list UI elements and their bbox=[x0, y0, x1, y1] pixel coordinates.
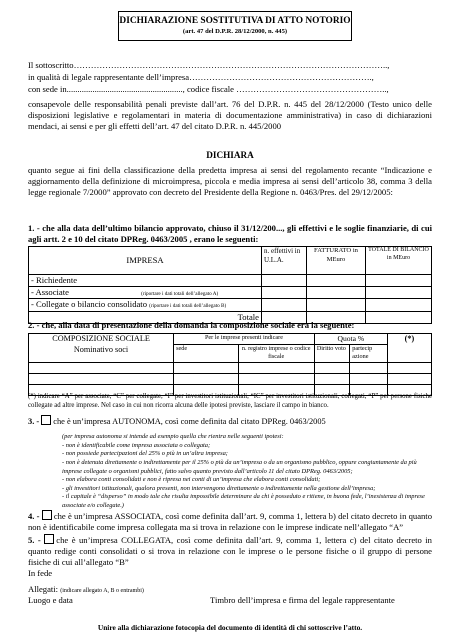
declare-heading: DICHIARA bbox=[206, 150, 254, 160]
sub-diritto-voto: Diritto voto bbox=[314, 344, 349, 362]
star-note: (*) indicare “A” per associate, “C” per collegate, “I” per investitori istituzionali, “IC” per investitori istituzionali, collegati, “P” per persone fisiche collegate ad altre imprese. Nel caso in cui non ricorra alcuna delle ipotesi previste, lasciare il campo in bianco. bbox=[28, 393, 432, 410]
point-1-text: 1. - che alla data dell’ultimo bilancio approvato, chiuso il 31/12/200..., gli effettivi e le soglie finanziarie, di cui agli artt. 2 e 10 del citato DPReg. 0463/2005 , erano le seguenti: bbox=[28, 223, 432, 245]
signatory-line[interactable]: Il sottoscritto……………………………………………………………………………………………….., bbox=[28, 60, 390, 70]
row-label: - Associate (riportare i dati totali dell’allegato A) bbox=[29, 287, 262, 299]
awareness-paragraph: consapevole delle responsabilità penali previste dall’art. 76 del D.P.R. n. 445 del 28/12/2000 (Testo unico delle disposizioni legislative e regolamentari in materia di documentazione amministrativa) in caso di dichiarazioni mendaci, ai sensi e per gli effetti dell’art. 47 del citato D.P.R. n. 445/2000 bbox=[28, 99, 432, 132]
point-5: 5. - che è un’impresa COLLEGATA, così come definita dall’art. 9, comma 1, lettera c) del citato decreto in quanto redige conti consolidati o si trova in relazione con le imprese o le persone fisiche o il gruppo di persone fisiche di cui all’allegato “B” bbox=[28, 535, 432, 568]
col-fatturato: FATTURATO in MEuro bbox=[307, 247, 366, 275]
col-type-star: (*) bbox=[387, 334, 431, 363]
seat-fiscal-code-line[interactable]: con sede in......................................................, codice fiscale …………………………………………….., bbox=[28, 84, 389, 94]
cell-effettivi[interactable] bbox=[262, 275, 307, 287]
purpose-paragraph: quanto segue ai fini della classificazione della predetta impresa ai sensi del regolamento recante “Indicazione e aggiornamento della definizione di microimpresa, piccola e media impresa ai sensi dell’articolo 38, comma 3 della legge regionale 7/2000” approvato con decreto del Presidente della Regione n. 0463/Pres. del 29/12/2005: bbox=[28, 165, 432, 198]
associata-checkbox[interactable] bbox=[42, 510, 52, 520]
autonoma-note: (per impresa autonoma si intende ad esempio quella che rientra nelle seguenti ipotesi: - non è identificabile come impresa associata o collegata; - non possiede partecipazioni del 25% o più in un’altra impresa; - non è detenuta direttamente o indirettamente per il 25% o più da un’impresa o da un organismo pubblico, oppure congiuntamente da più imprese collegate o organismi pubblici, fatto salvo quanto previsto dall’articolo 11 del citato DPReg. 0463/2005; - non elabora conti consolidati e non è ripresa nei conti di un’impresa che elabora conti consolidati; - gli investitori istituzionali, qualora presenti, non intervengono direttamente o indirettamente nella gestione dell’impresa; - il capitale è “disperso” in modo tale che risulta impossibile determinare da chi è posseduto e ritiene, in buona fede, l’inesistenza di imprese associate e/o collegate.) bbox=[62, 433, 425, 510]
luogo-data: Luogo e data bbox=[28, 595, 73, 605]
cell-effettivi[interactable] bbox=[262, 287, 307, 299]
total-label: Totale bbox=[29, 311, 262, 323]
sub-sede: sede bbox=[174, 344, 238, 362]
cell-bilancio[interactable] bbox=[366, 287, 432, 299]
col-per-imprese: Per le imprese presenti indicare bbox=[174, 334, 315, 345]
point-2-text: 2. - che, alla data di presentazione della domanda la composizione sociale era la seguente: bbox=[28, 320, 355, 330]
collegata-checkbox[interactable] bbox=[44, 534, 54, 544]
table-row bbox=[29, 373, 432, 384]
final-instruction: Unire alla dichiarazione fotocopia del documento di identità di chi sottoscrive l’atto. bbox=[97, 623, 363, 632]
col-effettivi: n. effettivi in U.L.A. bbox=[262, 247, 307, 275]
col-quota: Quota % bbox=[314, 334, 387, 345]
col-impresa: IMPRESA bbox=[29, 247, 262, 275]
row-label: - Richiedente bbox=[29, 275, 262, 287]
signature-label: Timbro dell’impresa e firma del legale rappresentante bbox=[210, 595, 395, 605]
autonoma-checkbox[interactable] bbox=[41, 415, 51, 425]
table-row bbox=[29, 275, 432, 287]
cell-fatturato[interactable] bbox=[307, 299, 366, 311]
thresholds-table bbox=[28, 246, 432, 324]
company-line[interactable]: in qualità di legale rappresentante dell’impresa………………………………………………………., bbox=[28, 72, 374, 82]
document-title: DICHIARAZIONE SOSTITUTIVA DI ATTO NOTORIO bbox=[119, 16, 351, 26]
point-3: 3. - che è un’impresa AUTONOMA, così come definita dal citato DPReg. 0463/2005 bbox=[28, 417, 326, 426]
document-subtitle: (art. 47 del D.P.R. 28/12/2000, n. 445) bbox=[182, 28, 288, 36]
composition-table bbox=[28, 333, 432, 396]
sub-registro: n. registro imprese o codice fiscale bbox=[238, 344, 314, 362]
cell-fatturato[interactable] bbox=[307, 275, 366, 287]
sub-partecipazione: partecip azione bbox=[350, 344, 388, 362]
in-fede: In fede bbox=[28, 568, 53, 578]
row-label: - Collegate o bilancio consolidato (riportare i dati totali dell’allegato B) bbox=[29, 299, 262, 311]
col-bilancio: TOTALE DI BILANCIO in MEuro bbox=[366, 247, 432, 275]
cell-bilancio[interactable] bbox=[366, 275, 432, 287]
point-4: 4. - che è un’impresa ASSOCIATA, così come definita dall’art. 9, comma 1, lettera b) del citato decreto in quanto non è identificabile come impresa collegata ma si trova in relazione con le imprese indicate nell’allegato “A” bbox=[28, 511, 432, 533]
cell-effettivi[interactable] bbox=[262, 299, 307, 311]
title-box bbox=[118, 11, 352, 41]
table-row bbox=[29, 287, 432, 299]
table-row bbox=[29, 362, 432, 373]
allegati: Allegati: (indicare allegato A, B o entrambi) bbox=[28, 584, 144, 594]
cell-fatturato[interactable] bbox=[307, 287, 366, 299]
cell-bilancio[interactable] bbox=[366, 299, 432, 311]
col-composition: COMPOSIZIONE SOCIALE Nominativo soci bbox=[29, 334, 174, 363]
table-row bbox=[29, 299, 432, 311]
